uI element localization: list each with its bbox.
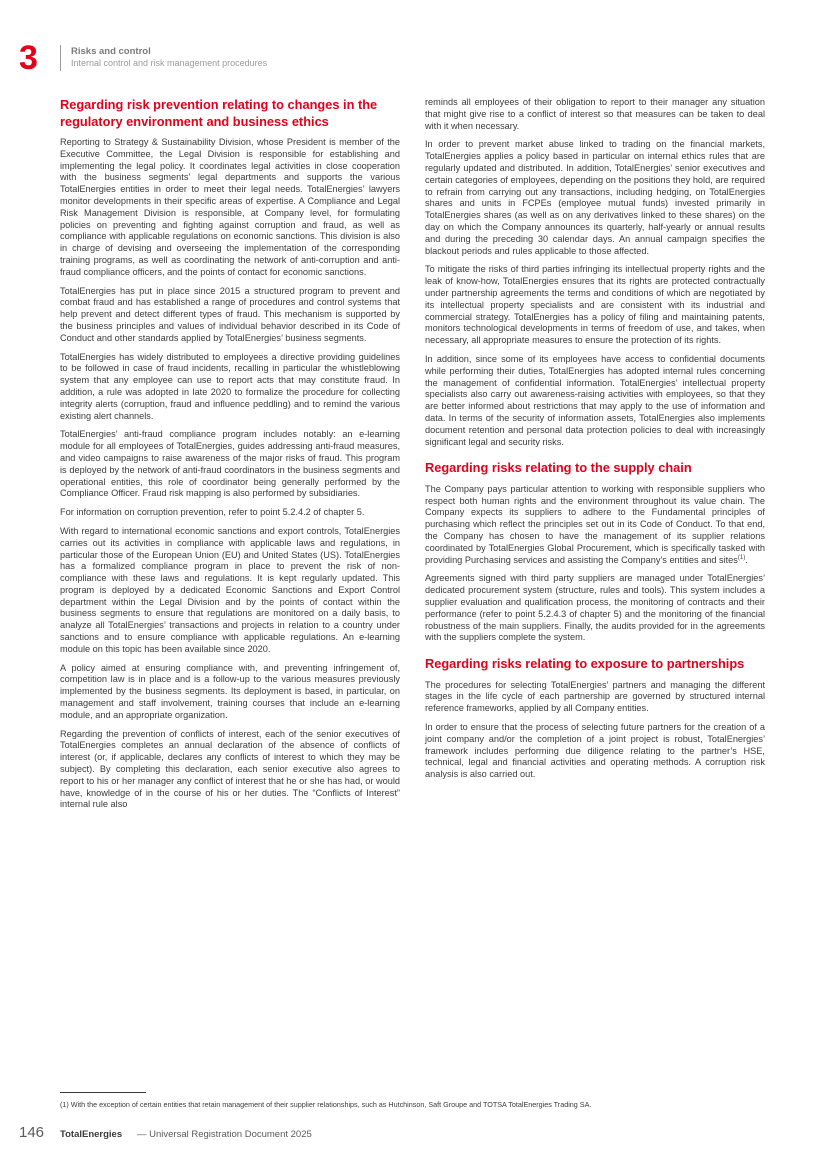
paragraph: For information on corruption prevention, refer to point 5.2.4.2 of chapter 5. xyxy=(60,507,365,518)
paragraph: With regard to international economic sanctions and export controls, TotalEnergies carries out its activities in compliance with applicable laws and regulations, in particular those of the European Union (EU) and United States (US). TotalEnergies has a formalized compliance program in place to prevent the risk of non-compliance with these laws and regulations. It is kept regularly updated. This program is deployed by a dedicated Economic Sanctions and Export Control department within the Legal Division and by the points of contact within the business segments to ensure that regulations are monitored on a daily basis, to analyze all TotalEnergies’ transactions and projects in relation to a country under sanctions and to ensure compliance with applicable regulations. An e-learning module on this topic has been available since 2020. xyxy=(60,525,400,654)
footer-brand: TotalEnergies xyxy=(60,1129,123,1140)
paragraph: In order to ensure that the process of selecting future partners for the creation of a joint company and/or the completion of a joint project is robust, TotalEnergies’ framework includes performing due diligence relating to the partner’s HSE, technical, legal and financial activities and operating methods. A corruption risk analysis is also carried out. xyxy=(425,722,765,780)
paragraph: The procedures for selecting TotalEnergies’ partners and managing the different stages in the life cycle of each partnership are governed by structured internal reference frameworks, applied by all Company entities. xyxy=(425,679,765,714)
paragraph: TotalEnergies’ anti-fraud compliance program includes notably: an e-learning module for all employees of TotalEnergies, guides addressing anti-fraud measures, and video campaigns to raise awareness of the major risks of fraud. This program is deployed by the network of anti-fraud coordinators in the business segments and operational entities, this role of coordinator being generally performed by the Compliance Officer. Fraud risk mapping is also performed by subsidiaries. xyxy=(60,429,400,499)
paragraph: To mitigate the risks of third parties infringing its intellectual property rights and the leak of know-how, TotalEnergies ensures that its rights are protected contractually under partnership agreements the terms and conditions of which are negotiated by its intellectual property specialists and are consistent with its industrial and commercial strategy. TotalEnergies has a policy of filing and maintaining patents, monitors technological developments in terms of freedom of use, and takes, when necessary, all appropriate measures to ensure the protection of its rights. xyxy=(425,264,765,346)
paragraph: Reporting to Strategy & Sustainability Division, whose President is member of the Executive Committee, the Legal Division is responsible for establishing and implementing the legal policy. It coordinates legal activities in close cooperation with the business segments’ legal departments and supports the various TotalEnergies entities in order to meet their legal needs. TotalEnergies’ lawyers monitor developments in their specific areas of expertise. A Compliance and Legal Risk Management Division is responsible, at Company level, for formulating policies on preventing and fighting against corruption and fraud, as well as compliance with applicable regulations on economic sanctions. This division is also in charge of devising and overseeing the implementation of the corresponding training programs, as well as coordinating the network of anti-corruption and anti-fraud compliance officers, and the points of contact for economic sanctions. xyxy=(60,137,400,277)
section-heading-supply-chain: Regarding risks relating to the supply chain xyxy=(425,460,692,476)
paragraph: reminds all employees of their obligation to report to their manager any situation that might give rise to a conflict of interest so that measures can be taken to deal with it when necessary. xyxy=(425,97,765,131)
paragraph: TotalEnergies has put in place since 2015 a structured program to prevent and combat fraud and has established a range of procedures and control systems that help prevent and detect different types of fraud. This mechanism is supported by the business principles and values of individual behavior described in its Code of Conduct and other standards applied by TotalEnergies’ business segments. xyxy=(60,285,400,343)
footer-document-title: — Universal Registration Document 2025 xyxy=(137,1129,312,1140)
paragraph: In addition, since some of its employees have access to confidential documents while performing their duties, TotalEnergies has adopted internal rules concerning the management of confidential information. TotalEnergies’ intellectual property specialists also carry out awareness-raising activities with employees, so that they are better informed about restrictions that may apply to the use of information and data. In terms of the security of information assets, TotalEnergies also implements document retention and personal data protection policies to deal with increasingly significant legal and security risks. xyxy=(425,353,765,447)
page-number: 146 xyxy=(19,1124,45,1141)
paragraph: Agreements signed with third party suppliers are managed under TotalEnergies’ dedicated procurement system (structure, rules and tools). This system includes a supplier evaluation and qualification process, the monitoring of contracts and their performance (refer to point 5.2.4.3 of chapter 5) and the monitoring of the financial robustness of the main suppliers. Finally, the audits provided for in the agreements with the suppliers complete the system. xyxy=(425,573,765,643)
section-heading-partnerships: Regarding risks relating to exposure to partnerships xyxy=(425,656,745,672)
footnote-reference: (1) xyxy=(737,554,746,561)
header-divider xyxy=(60,45,61,71)
paragraph: In order to prevent market abuse linked to trading on the financial markets, TotalEnergies applies a policy based in particular on internal ethics rules that are regularly updated and distributed. In addition, TotalEnergies’ senior executives and certain categories of employees, depending on the positions they hold, are required to refrain from carrying out any transactions, including hedging, on TotalEnergies shares and units in FCPEs (employee mutual funds) invested primarily in TotalEnergies shares (as well as on any derivatives linked to these shares) on the day on which the Company announces its quarterly, half-yearly or annual results and during the preceding 30 calendar days. An annual campaign specifies the blackout periods and rules applicable to those affected. xyxy=(425,139,765,256)
paragraph: TotalEnergies has widely distributed to employees a directive providing guidelines to be followed in case of fraud incidents, recalling in particular the whistleblowing system that any employee can use to report acts that may constitute fraud. In addition, a rule was adopted in late 2020 to formalize the procedure for collecting integrity alerts (corruption, fraud and influence peddling) and to remind the various existing alert channels. xyxy=(60,351,400,421)
header-title: Risks and control xyxy=(71,46,151,57)
paragraph: Regarding the prevention of conflicts of interest, each of the senior executives of TotalEnergies completes an annual declaration of the absence of conflicts of interest (or, if applicable, declares any conflicts of interest to which they may be subject). By completing this declaration, each senior executive also agrees to report to his or her manager any conflict of interest that he or she has had, or would have, knowledge of in the course of his or her duties. The “Conflicts of Interest” internal rule also xyxy=(60,728,400,810)
right-column xyxy=(425,97,765,788)
chapter-number: 3 xyxy=(19,39,38,77)
section-heading-regulatory: Regarding risk prevention relating to changes in the regulatory environment and business ethics xyxy=(60,97,378,129)
paragraph xyxy=(425,484,765,567)
header-subtitle: Internal control and risk management procedures xyxy=(71,58,268,68)
footnote: (1) With the exception of certain entities that retain management of their supplier relationships, such as Hutchinson, Saft Groupe and TOTSA TotalEnergies Trading SA. xyxy=(60,1100,592,1109)
paragraph-end: . xyxy=(745,554,748,565)
footnote-divider xyxy=(60,1092,146,1093)
paragraph-text: The Company pays particular attention to working with responsible suppliers who respect both human rights and the environment throughout its value chain. The Company expects its suppliers to adhere to the Fundamental principles of purchasing which reflect the principles set out in its Code of Conduct. To that end, the Company has chosen to have the management of its supplier relations coordinated by TotalEnergies Global Procurement, which is specifically tasked with providing Purchasing services and assisting the Company’s entities and sites xyxy=(425,483,765,565)
left-column xyxy=(60,97,400,818)
paragraph: A policy aimed at ensuring compliance with, and preventing infringement of, competition law is in place and is a follow-up to the various measures previously implemented by the business segments. Its deployment is based, in particular, on management and staff involvement, training courses that include an e-learning module, and an appropriate organization. xyxy=(60,662,400,720)
